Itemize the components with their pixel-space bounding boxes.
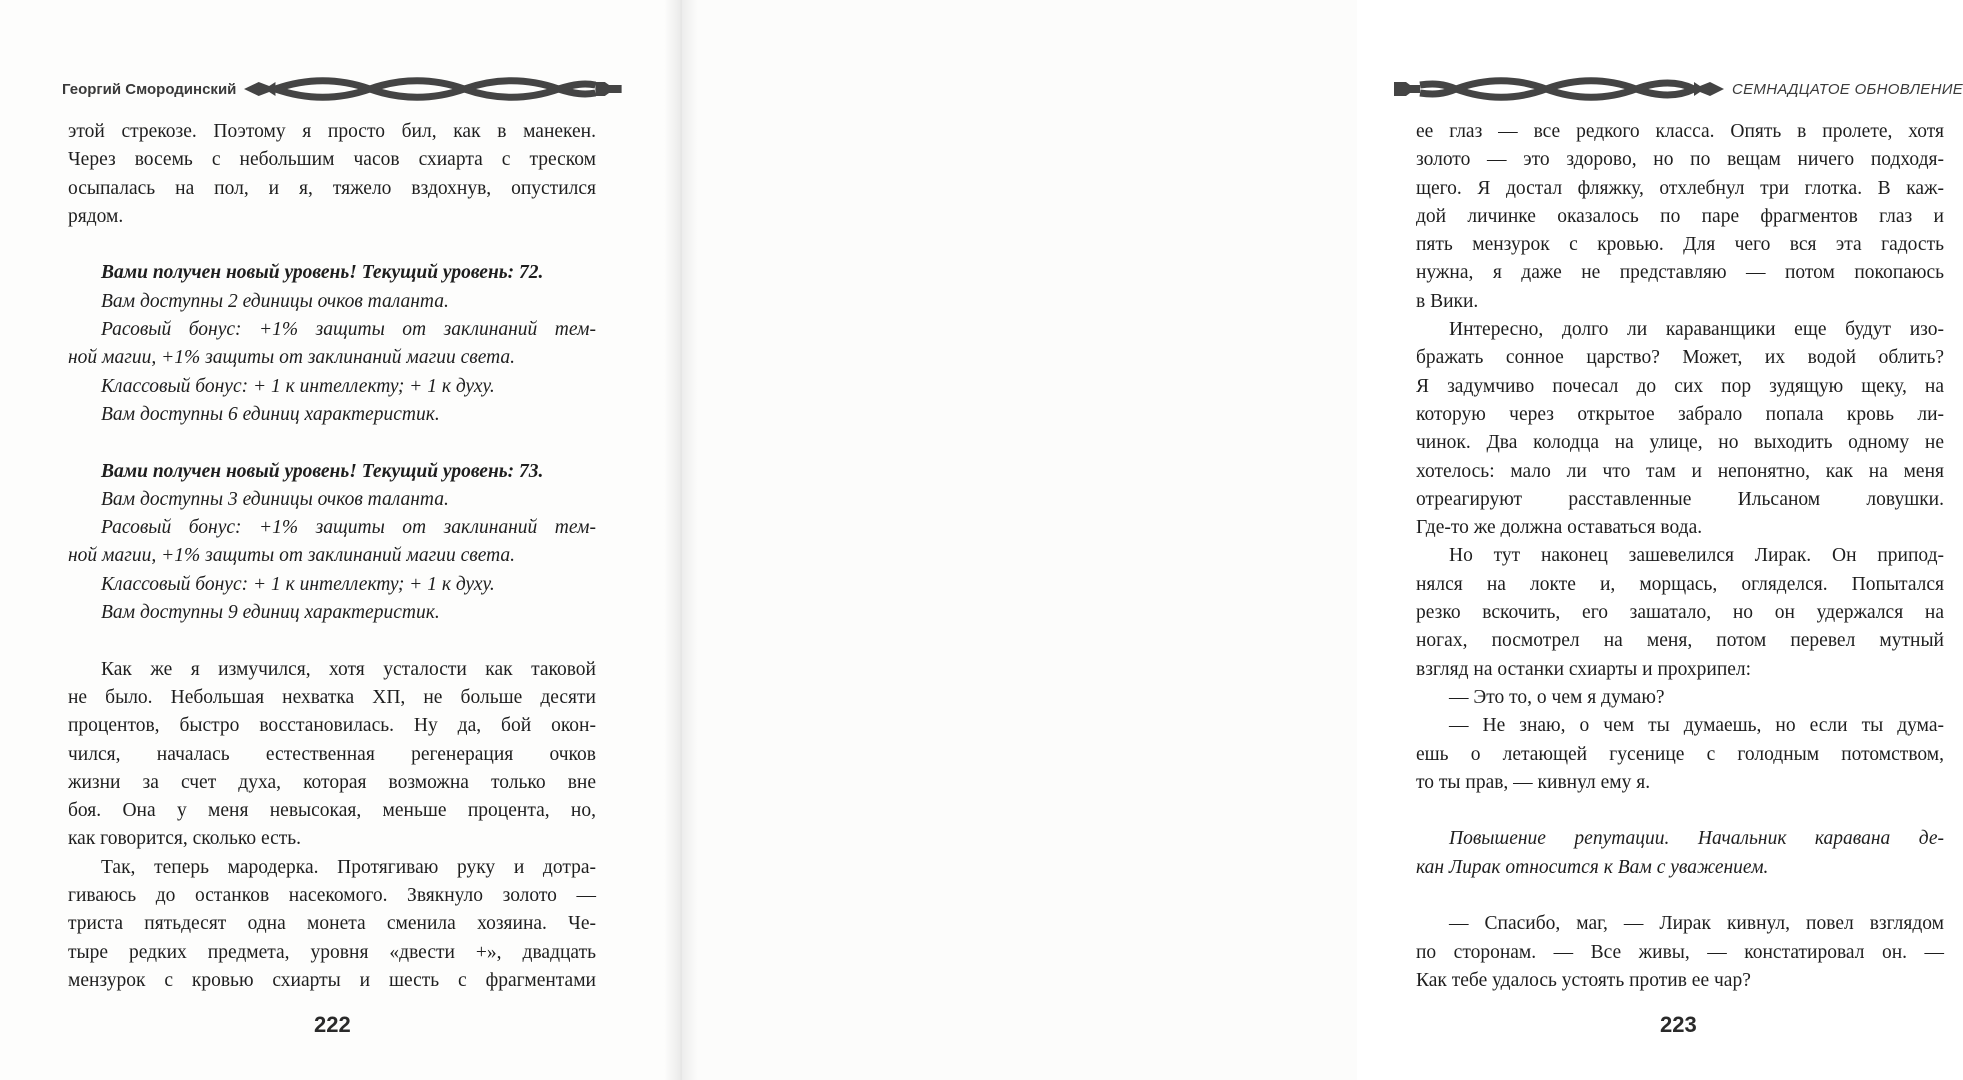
system-message-line: Вам доступны 6 единиц характеристик. <box>101 403 440 425</box>
blank-line <box>1416 797 1944 825</box>
author-name: Георгий Смородинский <box>62 80 237 98</box>
page-number: 223 <box>1660 1012 1697 1037</box>
text-line: не было. Небольшая нехватка ХП, не больше десяти <box>68 686 596 708</box>
system-message-line: Вам доступны 2 единицы очков таланта. <box>101 290 449 312</box>
text-line: боя. Она у меня невысокая, меньше процента, но, <box>68 800 596 822</box>
text-line: нужна, я даже не представляю — потом покопаюсь <box>1416 262 1944 284</box>
text-line: нялся на локте и, морщась, огляделся. Попытался <box>1416 573 1944 595</box>
system-message-line: ной магии, +1% защиты от заклинаний магии света. <box>68 347 516 369</box>
text-line: Через восемь с небольшим часов схиарта с треском <box>68 149 596 171</box>
braided-rope-ornament-icon <box>244 74 622 104</box>
system-message-line: ной магии, +1% защиты от заклинаний магии света. <box>68 545 516 567</box>
text-line: ее глаз — все редкого класса. Опять в пролете, хотя <box>1416 121 1944 142</box>
text-line: процентов, быстро восстановилась. Ну да, бой окон- <box>68 715 596 737</box>
text-line: Как тебе удалось устоять против ее чар? <box>1416 969 1751 991</box>
text-line: мензурок с кровью схиарты и шесть с фрагментами <box>68 969 596 991</box>
text-line: — Это то, о чем я думаю? <box>1449 686 1665 708</box>
text-line: триста пятьдесят одна монета сменила хозяина. Че- <box>68 913 596 935</box>
braided-rope-ornament-icon <box>1394 74 1724 104</box>
system-message-line: Расовый бонус: +1% защиты от заклинаний тем- <box>101 517 596 539</box>
system-message-line: Расовый бонус: +1% защиты от заклинаний тем- <box>101 319 596 341</box>
system-message-line: Вами получен новый уровень! Текущий уровень: 73. <box>101 460 544 482</box>
text-line: тыре редких предмета, уровня «двести +», двадцать <box>68 941 596 963</box>
text-line: которую через открытое забрало попала кровь ли- <box>1416 403 1944 425</box>
system-message-line: Вам доступны 3 единицы очков таланта. <box>101 488 449 510</box>
text-line: дой личинке оказалось по паре фрагментов глаз и <box>1416 205 1944 227</box>
text-line: взгляд на останки схиарты и прохрипел: <box>1416 658 1752 680</box>
system-message-line: Классовый бонус: + 1 к интеллекту; + 1 к духу. <box>101 573 495 595</box>
text-line: чился, началась естественная регенерация очков <box>68 743 596 765</box>
book-gutter-shadow <box>664 0 698 1080</box>
text-line: бражать сонное царство? Может, их водой облить? <box>1416 347 1944 369</box>
text-line: Где-то же должна оставаться вода. <box>1416 517 1703 539</box>
left-text-body <box>68 118 596 995</box>
right-running-head <box>1394 74 1963 104</box>
right-text-body <box>1416 118 1944 995</box>
text-line: гиваюсь до останков насекомого. Звякнуло золото — <box>68 885 596 907</box>
system-message-line: Классовый бонус: + 1 к интеллекту; + 1 к духу. <box>101 375 495 397</box>
text-line: — Спасибо, маг, — Лирак кивнул, повел взглядом <box>1449 913 1944 935</box>
blank-line <box>68 627 596 655</box>
text-line: рядом. <box>68 205 124 227</box>
blank-line <box>1416 882 1944 910</box>
text-line: как говорится, сколько есть. <box>68 828 302 850</box>
text-line: в Вики. <box>1416 290 1479 312</box>
right-page <box>680 0 1963 1080</box>
blank-line <box>68 231 596 259</box>
left-page <box>0 0 680 1080</box>
text-line: Но тут наконец зашевелился Лирак. Он припод- <box>1449 545 1944 567</box>
text-line: Так, теперь мародерка. Протягиваю руку и дотра- <box>101 856 596 878</box>
text-line: то ты прав, — кивнул ему я. <box>1416 771 1651 793</box>
text-line: хотелось: мало ли что там и непонятно, как на меня <box>1416 460 1944 482</box>
text-line: жизни за счет духа, которая возможна только вне <box>68 771 596 793</box>
system-message-line: кан Лирак относится к Вам с уважением. <box>1416 856 1769 878</box>
text-line: Я задумчиво почесал до сих пор зудящую щеку, на <box>1416 375 1944 397</box>
blank-line <box>68 429 596 457</box>
text-line: — Не знаю, о чем ты думаешь, но если ты дума- <box>1449 715 1944 737</box>
text-line: Как же я измучился, хотя усталости как таковой <box>101 658 596 680</box>
text-line: отреагируют расставленные Ильсаном ловушки. <box>1416 488 1944 510</box>
text-line: пять мензурок с кровью. Для чего вся эта гадость <box>1416 234 1944 256</box>
text-line: резко вскочить, его зашатало, но он удержался на <box>1416 602 1944 624</box>
section-title: СЕМНАДЦАТОЕ ОБНОВЛЕНИЕ <box>1732 80 1963 98</box>
text-line: ешь о летающей гусенице с голодным потомством, <box>1416 743 1944 765</box>
text-line: золото — это здорово, но по вещам ничего подходя- <box>1416 149 1944 171</box>
page-number: 222 <box>314 1012 351 1037</box>
text-line: щего. Я достал фляжку, отхлебнул три глотка. В каж- <box>1416 177 1944 199</box>
text-line: этой стрекозе. Поэтому я просто бил, как в манекен. <box>68 121 596 142</box>
system-message-line: Повышение репутации. Начальник каравана де- <box>1449 828 1944 850</box>
system-message-line: Вам доступны 9 единиц характеристик. <box>101 602 440 624</box>
text-line: ногах, посмотрел на меня, потом перевел мутный <box>1416 630 1944 652</box>
left-running-head <box>62 74 622 104</box>
text-line: Интересно, долго ли караванщики еще будут изо- <box>1449 319 1944 341</box>
text-line: осыпалась на пол, и я, тяжело вздохнув, опустился <box>68 177 596 199</box>
text-line: по сторонам. — Все живы, — констатировал он. — <box>1416 941 1944 963</box>
system-message-line: Вами получен новый уровень! Текущий уровень: 72. <box>101 262 544 284</box>
text-line: чинок. Два колодца на улице, но выходить одному не <box>1416 432 1944 454</box>
